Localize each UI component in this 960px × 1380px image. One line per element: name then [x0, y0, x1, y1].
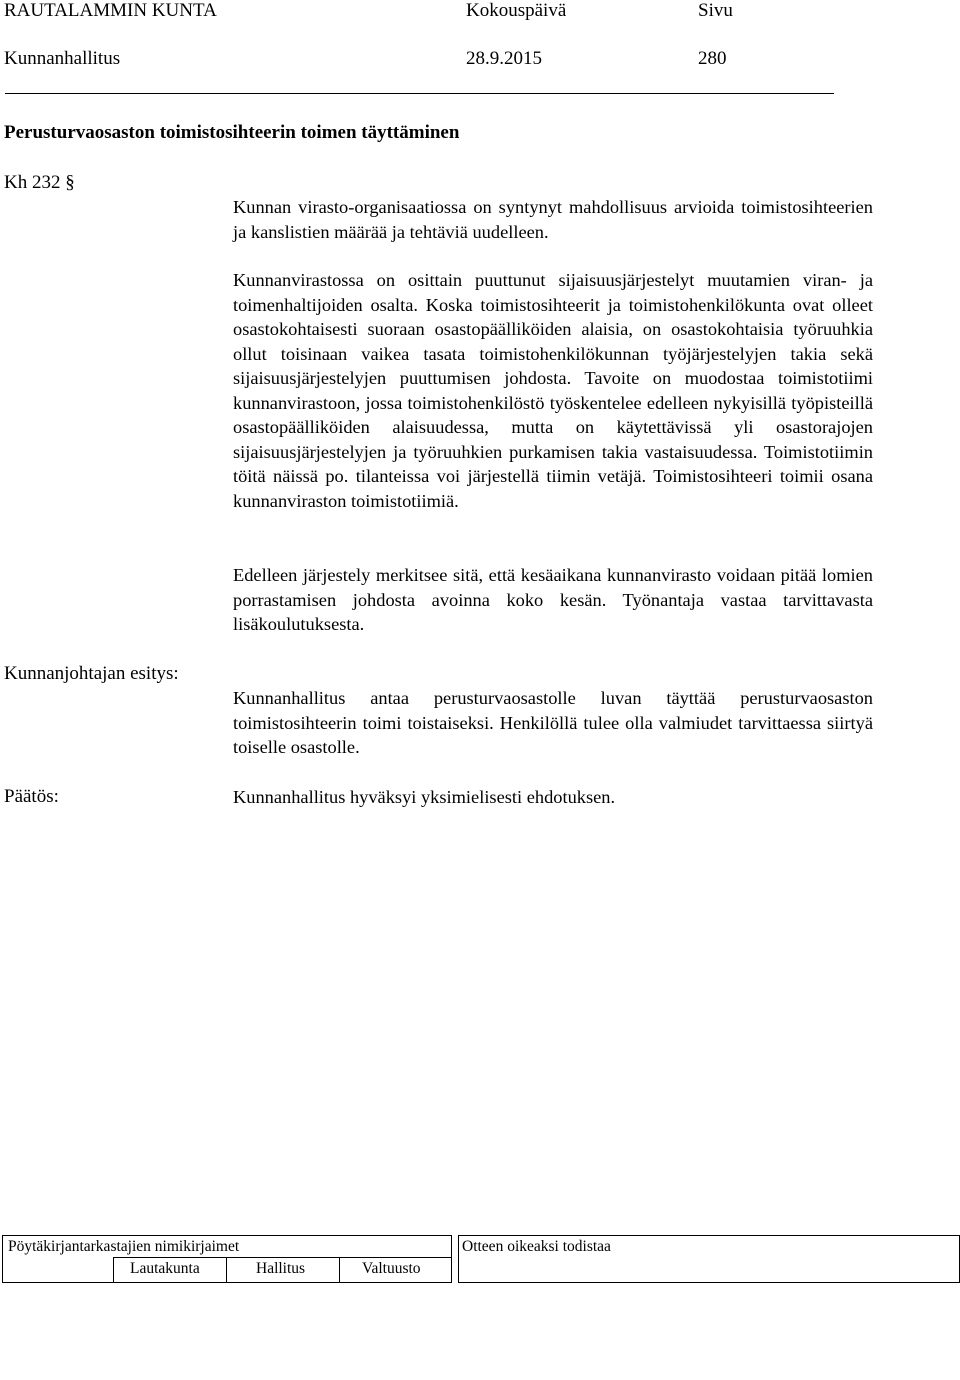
meeting-date-label: Kokouspäivä — [466, 0, 567, 21]
paragraph-2-text: Kunnanvirastossa on osittain puuttunut sijaisuusjärjestelyt muutamien viran- ja toimenhaltijoiden osalta. Koska toimistosihteerit ja toimistohenkilökunta ovat olleet osastokohtaisesti suoraan osastopäälliköiden alaisia, on osastokohtaisia työruuhkia ollut toisinaan vaikea tasata toimistohenkilökunnan työjärjestelyjen takia sekä sijaisuusjärjestelyjen puuttumisen johdosta. Tavoite on muodostaa toimistotiimi kunnanvirastoon, jossa toimistohenkilöstö työskentelee edelleen nykyisillä työpisteillä osastopäälliköiden alaisuudessa, mutta on käytettävissä yli osastorajojen sijaisuusjärjestelyjen ja työruuhkien purkamisen takia vastaisuudessa. Toimistotiimin töitä näissä po. tilanteissa voi järjestellä tiimin vetäjä. Toimistosihteeri toimii osana kunnanviraston toimistotiimiä. — [233, 270, 873, 511]
municipality-name: RAUTALAMMIN KUNTA — [4, 0, 217, 21]
paragraph-3 — [233, 563, 873, 637]
decision-text: Kunnanhallitus hyväksyi yksimielisesti ehdotuksen. — [233, 787, 616, 807]
page-label: Sivu — [698, 0, 733, 21]
paragraph-3-text: Edelleen järjestely merkitsee sitä, että kesäaikana kunnanvirasto voidaan pitää lomien porrastamisen johdosta avoinna koko kesän. Työnantaja vastaa tarvittavasta lisäkoulutuksesta. — [233, 565, 873, 634]
page-title: Perusturvaosaston toimistosihteerin toimen täyttäminen — [4, 122, 460, 143]
paragraph-2 — [233, 268, 873, 513]
certified-label: Otteen oikeaksi todistaa — [462, 1238, 611, 1255]
meeting-date: 28.9.2015 — [466, 48, 542, 69]
governing-body: Kunnanhallitus — [4, 48, 121, 69]
proposal-label: Kunnanjohtajan esitys: — [4, 663, 179, 684]
header-divider — [5, 93, 834, 94]
column-lautakunta: Lautakunta — [130, 1260, 200, 1277]
proposal-section — [233, 686, 873, 760]
column-hallitus: Hallitus — [256, 1260, 306, 1277]
column-valtuusto: Valtuusto — [362, 1260, 421, 1277]
page-number: 280 — [698, 48, 727, 69]
proposal-text: Kunnanhallitus antaa perusturvaosastolle luvan täyttää perusturvaosaston toimistosihteerin toimi toistaiseksi. Henkilöllä tulee olla valmiudet tarvittaessa siirtyä toiselle osastolle. — [233, 688, 873, 757]
signature-footer — [2, 1235, 960, 1283]
paragraph-1 — [233, 195, 873, 244]
section-number: Kh 232 § — [4, 172, 75, 193]
reviewers-label: Pöytäkirjantarkastajien nimikirjaimet — [8, 1238, 240, 1255]
paragraph-1-text: Kunnan virasto-organisaatiossa on syntynyt mahdollisuus arvioida toimistosihteerien ja kanslistien määrää ja tehtäviä uudelleen. — [233, 197, 873, 242]
decision-label: Päätös: — [4, 786, 59, 807]
